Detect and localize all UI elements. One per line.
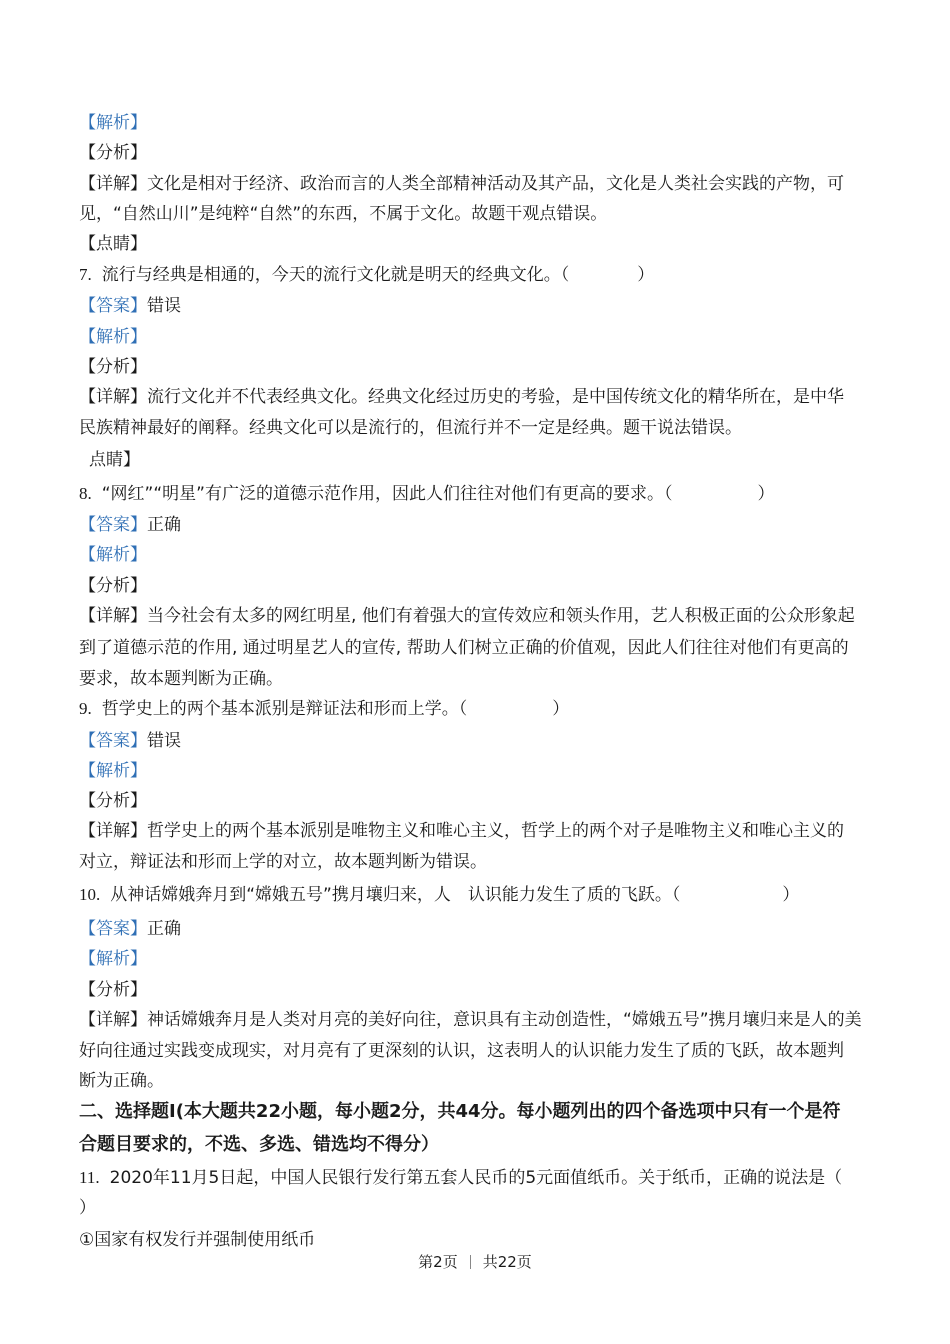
question-number: 9. bbox=[79, 699, 92, 718]
page-footer bbox=[0, 1251, 950, 1272]
detail-line: 到了道德示范的作用, 通过明星艺人的宣传, 帮助人们树立正确的价值观，因此人们往往对他们有更高的 bbox=[79, 638, 849, 658]
analysis-label: 【解析】 bbox=[79, 761, 147, 781]
question-number: 11. bbox=[79, 1168, 100, 1187]
question-7 bbox=[79, 264, 654, 286]
answer-value: 错误 bbox=[147, 296, 181, 316]
analysis-label: 【解析】 bbox=[79, 327, 147, 347]
page-number: 第2页 bbox=[418, 1253, 458, 1271]
section-heading: 二、选择题Ⅰ(本大题共22小题，每小题2分，共44分。每小题列出的四个备选项中只有一个是符 bbox=[79, 1101, 841, 1122]
answer-value: 错误 bbox=[147, 731, 181, 751]
analysis-label: 【解析】 bbox=[79, 949, 147, 969]
detail-text: 神话嫦娥奔月是人类对月亮的美好向往，意识具有主动创造性，“嫦娥五号”携月壤归来是人的美 bbox=[147, 1010, 862, 1030]
analysis-label: 【解析】 bbox=[79, 113, 147, 133]
answer-value: 正确 bbox=[147, 515, 181, 535]
answer-line bbox=[79, 730, 181, 752]
detail-line: 断为正确。 bbox=[79, 1071, 164, 1091]
question-10 bbox=[79, 884, 799, 906]
detail-label: 【详解】 bbox=[79, 1010, 147, 1030]
answer-value: 正确 bbox=[147, 919, 181, 939]
question-text: “网红”“明星”有广泛的道德示范作用，因此人们往往对他们有更高的要求。（ ） bbox=[101, 484, 775, 504]
detail-line: 好向往通过实践变成现实，对月亮有了更深刻的认识，这表明人的认识能力发生了质的飞跃，故本题判 bbox=[79, 1041, 844, 1061]
question-number: 7. bbox=[79, 265, 92, 284]
question-text: 2020年11月5日起，中国人民银行发行第五套人民币的5元面值纸币。关于纸币，正确的说法是（ bbox=[109, 1168, 843, 1188]
question-number: 8. bbox=[79, 484, 92, 503]
detail-label: 【详解】 bbox=[79, 606, 147, 626]
footer-divider bbox=[470, 1255, 471, 1269]
detail-line: 对立，辩证法和形而上学的对立，故本题判断为错误。 bbox=[79, 852, 487, 872]
detail-text: 文化是相对于经济、政治而言的人类全部精神活动及其产品，文化是人类社会实践的产物，可 bbox=[147, 174, 844, 194]
detail-line bbox=[79, 605, 855, 627]
answer-label: 【答案】 bbox=[79, 731, 147, 751]
question-text: 从神话嫦娥奔月到“嫦娥五号”携月壤归来，人 认识能力发生了质的飞跃。（ ） bbox=[110, 885, 800, 905]
analysis-label: 【解析】 bbox=[79, 545, 147, 565]
detail-line bbox=[79, 386, 844, 408]
analysis-sub-label: 【分析】 bbox=[79, 791, 147, 811]
answer-line bbox=[79, 295, 181, 317]
page-total: 共22页 bbox=[482, 1253, 532, 1271]
question-text: 流行与经典是相通的，今天的流行文化就是明天的经典文化。（ ） bbox=[101, 265, 655, 285]
answer-line bbox=[79, 514, 181, 536]
analysis-sub-label: 【分析】 bbox=[79, 576, 147, 596]
detail-line bbox=[79, 820, 844, 842]
question-number: 10. bbox=[79, 885, 101, 904]
detail-text: 哲学史上的两个基本派别是唯物主义和唯心主义，哲学上的两个对子是唯物主义和唯心主义的 bbox=[147, 821, 844, 841]
key-point-label: 【点睛】 bbox=[79, 234, 147, 254]
detail-line: 民族精神最好的阐释。经典文化可以是流行的，但流行并不一定是经典。题干说法错误。 bbox=[79, 418, 742, 438]
answer-label: 【答案】 bbox=[79, 515, 147, 535]
question-text-continued: ） bbox=[79, 1198, 96, 1218]
detail-line: 要求，故本题判断为正确。 bbox=[79, 669, 283, 689]
detail-label: 【详解】 bbox=[79, 387, 147, 407]
detail-label: 【详解】 bbox=[79, 174, 147, 194]
question-9 bbox=[79, 698, 569, 720]
question-11 bbox=[79, 1167, 842, 1189]
detail-text: 当今社会有太多的网红明星, 他们有着强大的宣传效应和领头作用，艺人积极正面的公众形象起 bbox=[147, 606, 855, 626]
option-1: ①国家有权发行并强制使用纸币 bbox=[79, 1230, 316, 1250]
answer-line bbox=[79, 918, 181, 940]
key-point-label: 点睛】 bbox=[89, 450, 140, 470]
detail-line bbox=[79, 173, 844, 195]
analysis-sub-label: 【分析】 bbox=[79, 980, 147, 1000]
section-heading: 合题目要求的，不选、多选、错选均不得分） bbox=[79, 1134, 439, 1155]
question-text: 哲学史上的两个基本派别是辩证法和形而上学。（ ） bbox=[101, 699, 570, 719]
detail-line bbox=[79, 1009, 862, 1031]
detail-label: 【详解】 bbox=[79, 821, 147, 841]
answer-label: 【答案】 bbox=[79, 296, 147, 316]
analysis-sub-label: 【分析】 bbox=[79, 143, 147, 163]
detail-line: 见，“自然山川”是纯粹“自然”的东西，不属于文化。故题干观点错误。 bbox=[79, 204, 608, 224]
detail-text: 流行文化并不代表经典文化。经典文化经过历史的考验，是中国传统文化的精华所在，是中华 bbox=[147, 387, 844, 407]
analysis-sub-label: 【分析】 bbox=[79, 357, 147, 377]
question-8 bbox=[79, 483, 774, 505]
answer-label: 【答案】 bbox=[79, 919, 147, 939]
